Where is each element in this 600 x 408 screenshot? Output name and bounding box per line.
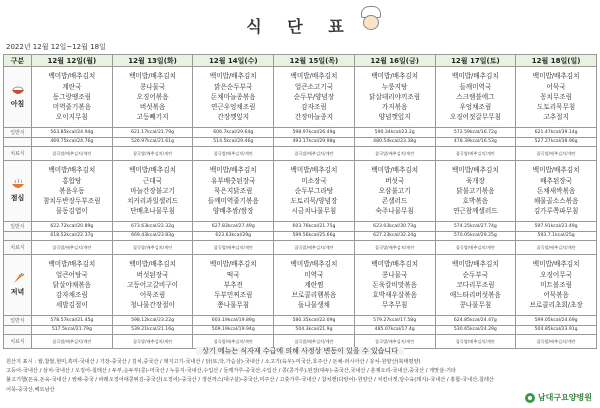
corner-label: 구분 (4, 55, 32, 67)
menu-item: 콩나물무침 (459, 301, 492, 310)
hospital-name: 남대구요양병원 (537, 393, 592, 402)
kcal-row (4, 222, 597, 232)
menu-cell (193, 67, 274, 128)
kcal-cell: 480.54kcal/23.38g (354, 137, 435, 147)
menu-item: 버섯볶음 (139, 103, 166, 112)
menu-item: 애느타리버섯볶음 (449, 291, 501, 300)
menu-item: 순두부그라탕 (294, 186, 334, 195)
menu-cell (32, 255, 113, 316)
kcal-cell: 618.52kcal/22.37g (32, 231, 113, 241)
menu-item: 배추된장국 (540, 176, 573, 185)
rice-bowl-icon (4, 85, 31, 97)
menu-item: 간장깻잎지 (217, 113, 250, 122)
carrot-icon (4, 273, 31, 285)
kcal-label: 일반식 (4, 222, 32, 232)
menu-cell (274, 161, 355, 222)
origin-line: 원산지 표시 : 쌀,찹쌀,현미,흑미-국내산 / 기장-중국산 / 김치,중국산 / 돼지고기-국내산 / 닭(또,닥,가슴살)-국내산 / 소고기(육우)-미국산,호주산 / 돈채-러시아산 / 꽁치-원양산(북태평양) (6, 359, 421, 365)
menu-item: 호박볶음 (462, 197, 489, 206)
kcal-label-2 (4, 137, 32, 147)
menu-item: 미소장국 (301, 176, 327, 185)
diet-label: 치료식 (4, 241, 32, 255)
diet-row (4, 147, 597, 161)
diet-cell: 잡곡밥/배추김치/계란 (354, 335, 435, 349)
day-header: 12월 18일(일) (516, 55, 597, 67)
page-title: 식 단 표 (246, 17, 354, 36)
kcal-cell: 574.25kcal/27.74g (435, 222, 516, 232)
menu-item: 스크램블에그 (456, 92, 495, 101)
menu-item: 고추절지 (543, 113, 569, 122)
meal-label (4, 67, 32, 128)
diet-cell: 잡곡밥/배추김치/계란 (435, 335, 516, 349)
menu-cell (435, 255, 516, 316)
menu-item: 연근우엉채조림 (210, 103, 256, 112)
menu-item: 백미밥/배추김치 (371, 260, 419, 269)
diet-cell: 잡곡밥/배추김치/계란 (193, 335, 274, 349)
menu-item: 세발김절이 (55, 301, 88, 310)
kcal-row (4, 128, 597, 138)
menu-item: 얼큰어탕국 (55, 270, 88, 279)
menu-item: 백미밥/배추김치 (532, 72, 580, 81)
kcal-cell: 580.35kcal/22.09g (274, 316, 355, 326)
origin-line: 어묵-중국산,베트남산 (6, 386, 55, 393)
kcal-cell: 514.5kcal/29.46g (193, 137, 274, 147)
menu-item: 쫑나물무침 (217, 301, 250, 310)
menu-item: 맑은순두부국 (214, 82, 253, 91)
menu-item: 미역줄기볶음 (52, 103, 91, 112)
diet-cell: 잡곡밥/배추김치/계란 (516, 335, 597, 349)
diet-cell: 잡곡밥/배추김치/계란 (274, 335, 355, 349)
kcal-cell: 527.27kcal/38.96g (516, 137, 597, 147)
kcal-cell: 669.43kcal/23.83g (112, 231, 193, 241)
menu-item: 근대국 (143, 176, 163, 185)
kcal-row (4, 316, 597, 326)
day-header: 12월 15일(목) (274, 55, 355, 67)
menu-item: 단배초나물무침 (130, 207, 175, 216)
kcal-cell: 623.03kcal/30.73g (354, 222, 435, 232)
menu-item: 연근참깨샐러드 (453, 207, 498, 216)
diet-cell: 잡곡밥/배추김치/계란 (112, 335, 193, 349)
menu-item: 백미밥/배추김치 (532, 166, 580, 175)
menu-item: 닭살야채볶음 (52, 280, 91, 289)
notice-text: 상기 메뉴는 식자재 수급에 의해 사정상 변동이 있을 수 있습니다 (196, 347, 404, 355)
menu-item: 닭불고기볶음 (456, 186, 495, 195)
menu-item: 백미밥/배추김치 (451, 166, 499, 175)
menu-item: 마늘간장불고기 (130, 186, 175, 195)
menu-item: 버섯국 (385, 176, 405, 185)
menu-item: 백미밥/배추김치 (129, 260, 176, 269)
menu-item: 도토리묵무침 (537, 103, 576, 112)
meal-label (4, 161, 32, 222)
menu-item: 백미밥/배추김치 (129, 166, 176, 175)
day-header: 12월 16일(금) (354, 55, 435, 67)
menu-item: 오징어볶음 (136, 92, 169, 101)
menu-cell (112, 255, 193, 316)
hospital-logo-icon (525, 393, 535, 403)
menu-item: 백미밥/배추김치 (209, 260, 257, 269)
diet-cell: 잡곡밥/배추김치/계란 (435, 147, 516, 161)
menu-cell (354, 67, 435, 128)
header-row (4, 55, 597, 67)
kcal-cell: 627.23kcal/32.24g (354, 231, 435, 241)
kcal-cell: 627.83kcal/27.49g (193, 222, 274, 232)
menu-cell (112, 67, 193, 128)
menu-item: 육개장 (465, 176, 485, 185)
meal-label-text: 저녁 (10, 288, 25, 296)
origin-line: 불고기햄(돈육,돈육-국내산 / 쌍채-중국 / 파래오징어애콩튀김-중국산(오징어)-중국산 / 생선까스(대구살)-중국산,미주산 / 고춧가루-국내산 / 참치캔(다랑어)-원양산 / 치킨너겟,탕수육(돼지)-국내산 / 홍합-국내산,칠레산 (6, 377, 494, 384)
menu-item: 감자조림 (301, 103, 327, 112)
kcal-cell: 598.12kcal/23.22g (112, 316, 193, 326)
menu-item: 치커리과일샐러드 (127, 197, 179, 206)
menu-item: 순두부국 (462, 270, 489, 279)
menu-item: 오이지무침 (55, 113, 88, 122)
menu-item: 도토리묵/양념장 (290, 197, 338, 206)
kcal-cell: 485.07kcal/17.4g (354, 325, 435, 335)
menu-item: 오징어무국 (540, 270, 573, 279)
kcal-cell: 469.75kcal/24.76g (32, 137, 113, 147)
kcal-cell: 673.63kcal/22.32g (112, 222, 193, 232)
kcal-cell: 599.56kcal/25.66g (274, 231, 355, 241)
menu-item: 해물골소스볶음 (533, 197, 579, 206)
menu-item: 계란찜 (304, 280, 324, 289)
kcal-row-2 (4, 231, 597, 241)
kcal-cell: 572.59kcal/16.72g (435, 128, 516, 138)
menu-item: 간장마늘종지 (294, 113, 334, 122)
menu-cell (354, 255, 435, 316)
meal-row (4, 67, 597, 128)
meal-row (4, 255, 597, 316)
menu-item: 백미밥/배추김치 (48, 260, 96, 269)
origin-info (6, 358, 536, 395)
menu-cell (32, 161, 113, 222)
menu-item: 고등빼기지 (136, 113, 169, 122)
menu-cell (274, 67, 355, 128)
menu-item: 숙주나물무침 (375, 207, 414, 216)
day-header: 12월 12일(월) (32, 55, 113, 67)
kcal-cell: 493.17kcal/29.98g (274, 137, 355, 147)
diet-cell: 잡곡밥/배추김치/계란 (354, 241, 435, 255)
menu-item: 들깨미역줄기볶음 (207, 197, 259, 206)
kcal-cell: 599.05kcal/24.69g (516, 316, 597, 326)
menu-item: 묵은지닭조림 (214, 186, 253, 195)
kcal-label: 일반식 (4, 128, 32, 138)
diet-cell: 잡곡밥/배추김치/계란 (112, 241, 193, 255)
diet-cell: 잡곡밥/배추김치/계란 (516, 241, 597, 255)
menu-cell (274, 255, 355, 316)
menu-item: 청나물간장절이 (130, 301, 175, 310)
menu-cell (32, 67, 113, 128)
kcal-cell: 526.97kcal/21.61g (112, 137, 193, 147)
menu-item: 백미밥/배추김치 (48, 166, 96, 175)
kcal-cell: 603.76kcal/21.75g (274, 222, 355, 232)
menu-cell (516, 255, 597, 316)
kcal-cell: 598.97kcal/26.49g (274, 128, 355, 138)
menu-item: 브로콜리초회/초장 (529, 301, 583, 310)
diet-cell: 잡곡밥/배추김치/계란 (193, 147, 274, 161)
chef-icon (358, 6, 382, 32)
kcal-cell: 593.7.1kcal/25g (516, 231, 597, 241)
kcal-cell: 621.47kcal/39.14g (516, 128, 597, 138)
menu-item: 백미밥/배추김치 (371, 166, 419, 175)
kcal-cell: 578.57kcal/21.45g (32, 316, 113, 326)
menu-item: 오삼불고기 (378, 186, 411, 195)
kcal-cell: 563.85kcal/24.94g (32, 128, 113, 138)
menu-item: 백미밥/배추김치 (48, 72, 96, 81)
menu-item: 돈채마늘종볶음 (210, 92, 256, 101)
menu-item: 백미밥/배추김치 (451, 72, 499, 81)
kcal-cell: 504.3kcal/21.9g (274, 325, 355, 335)
soup-bowl-icon (4, 179, 31, 191)
diet-cell: 잡곡밥/배추김치/계란 (274, 241, 355, 255)
menu-item: 계란국 (62, 82, 82, 91)
menu-item: 고등어고갈비구이 (127, 280, 179, 289)
menu-item: 홍합탕 (62, 176, 82, 185)
kcal-cell: 603.19kcal/19.89g (193, 316, 274, 326)
menu-item: 참치두반장두부조림 (43, 197, 101, 206)
kcal-label-2 (4, 325, 32, 335)
menu-item: 물동김엽이 (55, 207, 88, 216)
menu-item: 백미밥/배추김치 (451, 260, 499, 269)
kcal-row-2 (4, 137, 597, 147)
menu-item: 돈채새싹볶음 (537, 186, 576, 195)
menu-item: 볶음우동 (59, 186, 85, 195)
menu-cell (516, 161, 597, 222)
day-header: 12월 17일(토) (435, 55, 516, 67)
diet-label: 치료식 (4, 335, 32, 349)
menu-item: 호박새우살볶음 (372, 291, 417, 300)
meal-label-text: 점심 (10, 194, 25, 202)
kcal-cell: 606.7kcal/29.64g (193, 128, 274, 138)
meal-label-text: 아침 (10, 100, 25, 108)
menu-item: 닭살데리야끼조림 (369, 92, 421, 101)
menu-item: 양념깻잎지 (378, 113, 411, 122)
origin-line: 고등어-국내산 / 삼치-국내산 / 오징어-칠레산 / 두부,순두부(콩)-미국산 / 누룽지-국내산,수입산 / 들깨가루-중국산,수입산 / 콩(콩가루),된장(대두)-중국산,국내산 / 훈제오리-국내산,중국산 / 게맛살-기타 (6, 368, 457, 375)
meal-label (4, 255, 32, 316)
menu-item: 시금치나물무침 (291, 207, 337, 216)
menu-item: 백미밥/배추김치 (209, 166, 257, 175)
kcal-cell: 539.21kcal/21.16g (112, 325, 193, 335)
menu-item: 어묵조림 (139, 291, 166, 300)
menu-item: 감자채조림 (55, 291, 88, 300)
menu-item: 브로콜리햄볶음 (291, 291, 337, 300)
kcal-cell: 579.27kcal/17.58g (354, 316, 435, 326)
menu-cell (193, 161, 274, 222)
menu-item: 콩나물국 (139, 82, 166, 91)
kcal-cell: 517.5kcal/21.79g (32, 325, 113, 335)
kcal-row-2 (4, 325, 597, 335)
menu-item: 김가루쪽파무침 (533, 207, 579, 216)
menu-item: 동그랑땡조림 (52, 92, 91, 101)
menu-item: 백미밥/배추김치 (290, 166, 338, 175)
diet-cell: 잡곡밥/배추김치/계란 (32, 335, 113, 349)
menu-item: 누룽지탕 (381, 82, 408, 91)
kcal-cell: 570.05kcal/29.25g (435, 231, 516, 241)
diet-cell: 잡곡밥/배추김치/계란 (112, 147, 193, 161)
menu-cell (435, 67, 516, 128)
kcal-cell: 530.65kcal/24.29g (435, 325, 516, 335)
menu-item: 백미밥/배추김치 (129, 72, 176, 81)
diet-label: 치료식 (4, 147, 32, 161)
menu-item: 콩나물국 (381, 270, 408, 279)
kcal-label: 일반식 (4, 316, 32, 326)
menu-item: 양배추쌈/쌈장 (213, 207, 254, 216)
menu-item: 두부민찌조림 (214, 291, 253, 300)
diet-cell: 잡곡밥/배추김치/계란 (32, 241, 113, 255)
meal-row (4, 161, 597, 222)
menu-item: 우엉채조림 (459, 103, 492, 112)
kcal-cell: 622.72kcal/20.89g (32, 222, 113, 232)
kcal-cell: 509.19kcal/19.94g (193, 325, 274, 335)
menu-item: 들깨미역국 (459, 82, 492, 91)
hospital-logo (525, 392, 592, 403)
menu-item: 부추전 (223, 280, 243, 289)
menu-item: 얼큰소고기국 (294, 82, 334, 91)
menu-item: 돈육칼비맛볶음 (372, 280, 417, 289)
day-header: 12월 13일(화) (112, 55, 193, 67)
menu-item: 백미밥/배추김치 (532, 260, 580, 269)
kcal-cell: 590.34kcal/23.2g (354, 128, 435, 138)
menu-item: 오징어젓갈무무침 (449, 113, 501, 122)
menu-cell (435, 161, 516, 222)
diet-row (4, 241, 597, 255)
menu-item: 돌나물생채 (298, 301, 330, 310)
diet-cell: 잡곡밥/배추김치/계란 (435, 241, 516, 255)
menu-item: 백미밥/배추김치 (290, 72, 338, 81)
weekly-menu-table (3, 54, 597, 349)
menu-period: 2022년 12월 12일~12월 18일 (6, 43, 106, 51)
diet-cell: 잡곡밥/배추김치/계란 (32, 147, 113, 161)
menu-item: 미트볼조림 (540, 280, 573, 289)
menu-item: 백미밥/배추김치 (290, 260, 338, 269)
menu-item: 순두부/양념장 (293, 92, 335, 101)
menu-cell (193, 255, 274, 316)
menu-item: 백미밥/배추김치 (209, 72, 257, 81)
menu-item: 유부배춧된장국 (210, 176, 256, 185)
kcal-cell: 621.17kcal/21.79g (112, 128, 193, 138)
kcal-label-2 (4, 231, 32, 241)
diet-cell: 잡곡밥/배추김치/계란 (354, 147, 435, 161)
day-header: 12월 14일(수) (193, 55, 274, 67)
menu-item: 미역국 (304, 270, 324, 279)
kcal-cell: 597.91kcal/23.49g (516, 222, 597, 232)
menu-cell (516, 67, 597, 128)
kcal-cell: 623.63kcal/29g (193, 231, 274, 241)
menu-item: 떡국 (226, 270, 240, 279)
menu-item: 어묵국 (546, 82, 566, 91)
menu-item: 백미밥/배추김치 (371, 72, 419, 81)
menu-item: 무추무침 (381, 301, 408, 310)
menu-item: 버섯된장국 (136, 270, 169, 279)
diet-cell: 잡곡밥/배추김치/계란 (274, 147, 355, 161)
menu-cell (112, 161, 193, 222)
kcal-cell: 504.85kcal/23.91g (516, 325, 597, 335)
menu-item: 가지볶음 (381, 103, 408, 112)
menu-item: 코다리무조림 (456, 280, 495, 289)
header (0, 0, 600, 40)
kcal-cell: 624.85kcal/24.47g (435, 316, 516, 326)
menu-cell (354, 161, 435, 222)
notice (0, 346, 600, 356)
diet-cell: 잡곡밥/배추김치/계란 (516, 147, 597, 161)
menu-item: 콘샐러드 (381, 197, 408, 206)
menu-item: 꽁치무조림 (540, 92, 573, 101)
menu-item: 어묵볶음 (543, 291, 569, 300)
kcal-cell: 478.39kcal/16.53g (435, 137, 516, 147)
diet-cell: 잡곡밥/배추김치/계란 (193, 241, 274, 255)
